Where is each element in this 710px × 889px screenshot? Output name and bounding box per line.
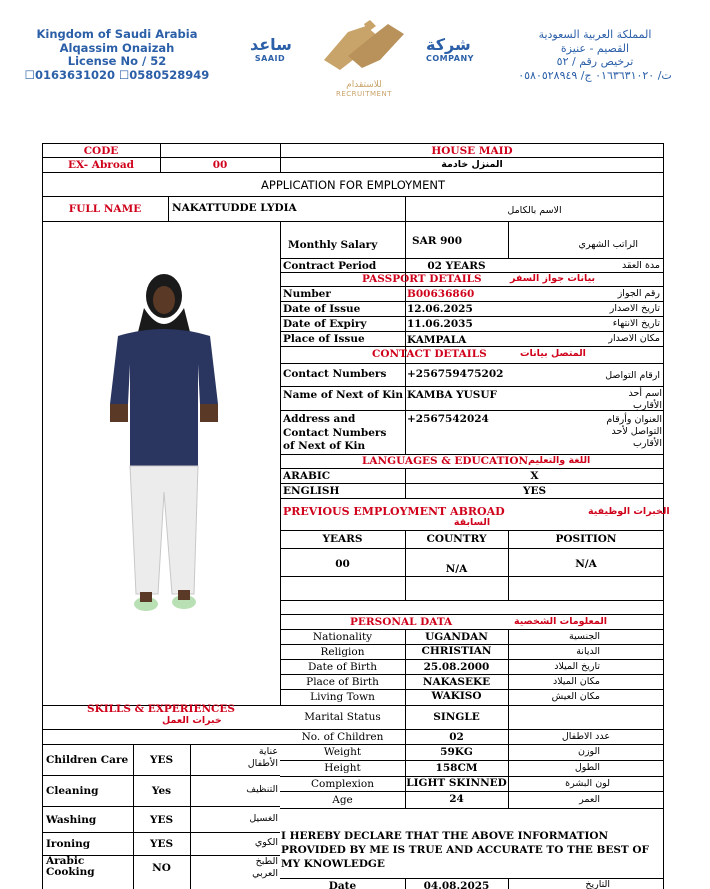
languages-heading-arabic: اللغة والتعليم xyxy=(528,455,591,466)
weight-label: Weight xyxy=(323,746,362,758)
employment-years: 00 xyxy=(335,558,350,570)
skill-value: Yes xyxy=(151,785,172,797)
monthly-salary-value: SAR 900 xyxy=(412,235,463,247)
date-label: Date xyxy=(328,880,357,889)
header-line: Alqassim Onaizah xyxy=(59,40,175,55)
skill-value: YES xyxy=(149,814,174,826)
previous-employment-heading-arabic-2: السابقة xyxy=(453,517,491,528)
height-value: 158CM xyxy=(435,762,478,774)
ex-abroad-label: EX- Abroad xyxy=(68,159,134,171)
children-count-label: No. of Children xyxy=(301,731,384,743)
complexion-arabic: لون البشرة xyxy=(565,778,610,789)
next-of-kin-label: Name of Next of Kin xyxy=(283,389,403,401)
skill-arabic: الكوي xyxy=(254,837,278,848)
english-language-value: YES xyxy=(522,485,547,497)
column-years: YEARS xyxy=(322,533,363,545)
form-title: APPLICATION FOR EMPLOYMENT xyxy=(261,178,445,192)
date-of-issue-arabic: تاريخ الاصدار xyxy=(609,303,660,314)
contact-numbers-arabic: ارقام التواصل xyxy=(605,370,660,381)
contract-period-arabic: مدة العقد xyxy=(622,260,660,271)
skill-arabic: التنظيف xyxy=(246,784,278,795)
skill-label: Children Care xyxy=(46,754,129,766)
monthly-salary-label: Monthly Salary xyxy=(288,239,378,251)
date-of-expiry-label: Date of Expiry xyxy=(283,318,367,330)
header-line: ت/ ٠١٦٣٦٣١٠٢٠ ج/ ٠٥٨٠٥٢٨٩٤٩ xyxy=(518,68,672,82)
height-arabic: الطول xyxy=(574,762,600,773)
children-count-value: 02 xyxy=(449,731,464,743)
employment-position: N/A xyxy=(575,558,597,570)
skill-label: Cleaning xyxy=(46,785,99,797)
religion-value: CHRISTIAN xyxy=(421,645,492,657)
passport-number-arabic: رقم الجواز xyxy=(617,288,660,299)
contact-numbers-value: +256759475202 xyxy=(407,368,504,380)
logo-left-arabic: ساعد xyxy=(250,35,292,54)
header-line: License No / 52 xyxy=(67,54,167,68)
religion-label: Religion xyxy=(320,646,365,658)
monthly-salary-arabic: الراتب الشهري xyxy=(578,239,638,250)
applicant-photo xyxy=(100,268,224,620)
position-arabic: المنزل خادمة xyxy=(441,159,503,170)
skill-value: YES xyxy=(149,838,174,850)
marital-status-label: Marital Status xyxy=(304,711,381,723)
personal-data-heading-arabic: المعلومات الشخصية xyxy=(514,616,608,627)
date-arabic: التاريخ xyxy=(585,879,610,889)
religion-arabic: الديانة xyxy=(576,646,600,657)
skill-arabic: الطبخ العربي xyxy=(252,856,278,879)
logo-bottom-arabic: للاستقدام xyxy=(346,80,382,90)
height-label: Height xyxy=(324,762,361,774)
passport-heading: PASSPORT DETAILS xyxy=(362,273,482,285)
date-of-issue-value: 12.06.2025 xyxy=(407,303,473,315)
column-position: POSITION xyxy=(555,533,617,545)
next-of-kin-value: KAMBA YUSUF xyxy=(407,389,497,401)
weight-value: 59KG xyxy=(440,746,473,758)
place-of-birth-label: Place of Birth xyxy=(306,676,379,688)
personal-data-heading: PERSONAL DATA xyxy=(350,616,453,628)
skills-heading: SKILLS & EXPERIENCES xyxy=(87,703,235,715)
nationality-value: UGANDAN xyxy=(425,631,488,643)
date-of-expiry-arabic: تاريخ الانتهاء xyxy=(612,318,660,329)
passport-number-value: B00636860 xyxy=(407,288,475,300)
company-info-english xyxy=(12,28,222,82)
date-of-birth-arabic: تاريخ الميلاد xyxy=(554,661,600,672)
skill-label: Arabic Cooking xyxy=(46,855,95,878)
column-country: COUNTRY xyxy=(426,533,487,545)
living-town-arabic: مكان العيش xyxy=(551,691,600,702)
employment-country: N/A xyxy=(445,563,468,575)
place-of-issue-arabic: مكان الاصدار xyxy=(608,333,660,344)
header-line: ترخيص رقم / ٥٢ xyxy=(556,55,634,68)
skill-label: Washing xyxy=(46,814,97,826)
skill-arabic: الغسيل xyxy=(249,813,278,824)
company-info-arabic xyxy=(490,28,700,82)
children-count-arabic: عدد الاطفال xyxy=(561,731,610,742)
skills-heading-arabic: خبرات العمل xyxy=(162,715,222,726)
next-of-kin-arabic: اسم أحد الأقارب xyxy=(628,388,662,411)
place-of-birth-value: NAKASEKE xyxy=(422,676,491,688)
nationality-arabic: الجنسية xyxy=(569,631,600,642)
logo-right-english: COMPANY xyxy=(426,54,474,63)
skill-value: NO xyxy=(152,862,171,874)
marital-status-value: SINGLE xyxy=(433,711,480,723)
living-town-label: Living Town xyxy=(310,691,375,703)
logo-bottom-english: RECRUITMENT xyxy=(336,90,392,98)
complexion-label: Complexion xyxy=(311,778,374,790)
age-label: Age xyxy=(332,794,353,806)
handshake-icon xyxy=(318,16,410,78)
date-value: 04.08.2025 xyxy=(423,880,490,889)
position-title: HOUSE MAID xyxy=(431,145,513,157)
contact-numbers-label: Contact Numbers xyxy=(283,368,387,380)
passport-heading-arabic: بيانات جواز السفر xyxy=(510,273,596,284)
age-arabic: العمر xyxy=(579,794,600,805)
full-name-value: NAKATTUDDE LYDIA xyxy=(172,202,297,214)
weight-arabic: الوزن xyxy=(577,746,600,757)
logo-recruitment xyxy=(326,80,402,98)
age-value: 24 xyxy=(449,793,464,805)
contract-period-value: 02 YEARS xyxy=(427,260,486,272)
contact-heading: CONTACT DETAILS xyxy=(372,348,487,360)
date-of-birth-label: Date of Birth xyxy=(307,661,378,673)
nationality-label: Nationality xyxy=(312,631,373,643)
contract-period-label: Contract Period xyxy=(283,260,377,272)
skill-value: YES xyxy=(149,754,174,766)
date-of-birth-value: 25.08.2000 xyxy=(423,661,490,673)
living-town-value: WAKISO xyxy=(431,690,482,702)
place-of-issue-label: Place of Issue xyxy=(283,333,365,345)
code-label: CODE xyxy=(83,145,119,157)
declaration-text: I HEREBY DECLARE THAT THE ABOVE INFORMATION PROVIDED BY ME IS TRUE AND ACCURATE TO THE BEST OF MY KNOWLEDGE xyxy=(281,830,649,870)
logo-left-english: SAAID xyxy=(254,54,286,63)
previous-employment-heading: PREVIOUS EMPLOYMENT ABROAD xyxy=(283,505,505,518)
header-line: Kingdom of Saudi Arabia xyxy=(36,27,198,41)
complexion-value: LIGHT SKINNED xyxy=(406,777,507,789)
ex-abroad-value: 00 xyxy=(212,159,228,171)
kin-address-label: Address and Contact Numbers of Next of Kin xyxy=(283,413,387,452)
date-of-expiry-value: 11.06.2035 xyxy=(407,318,473,330)
arabic-language-label: ARABIC xyxy=(283,470,331,482)
header-line: المملكة العربية السعودية xyxy=(538,28,652,41)
logo-right-arabic: شركة xyxy=(426,35,471,54)
header-line: القصيم - عنيزة xyxy=(560,41,630,55)
logo-left-word xyxy=(250,36,290,63)
arabic-language-value: X xyxy=(530,470,539,482)
logo-right-word xyxy=(426,35,474,63)
full-name-arabic: الاسم بالكامل xyxy=(507,205,562,216)
skill-arabic: عناية الأطفال xyxy=(247,746,278,769)
skill-label: Ironing xyxy=(46,838,91,850)
kin-address-arabic: العنوان وأرقام التواصل لأحد الأقارب xyxy=(606,414,662,449)
passport-number-label: Number xyxy=(283,288,331,300)
header-line: ☐0163631020 ☐0580528949 xyxy=(24,67,210,82)
previous-employment-heading-arabic-1: الخبرات الوظيفية xyxy=(588,506,670,517)
kin-address-value: +2567542024 xyxy=(407,413,489,425)
languages-heading: LANGUAGES & EDUCATION xyxy=(362,455,529,467)
place-of-birth-arabic: مكان الميلاد xyxy=(552,676,600,687)
contact-heading-arabic: المتصل بيانات xyxy=(520,348,586,359)
date-of-issue-label: Date of Issue xyxy=(283,303,361,315)
full-name-label: FULL NAME xyxy=(68,203,142,215)
english-language-label: ENGLISH xyxy=(283,485,340,497)
place-of-issue-value: KAMPALA xyxy=(407,334,467,346)
